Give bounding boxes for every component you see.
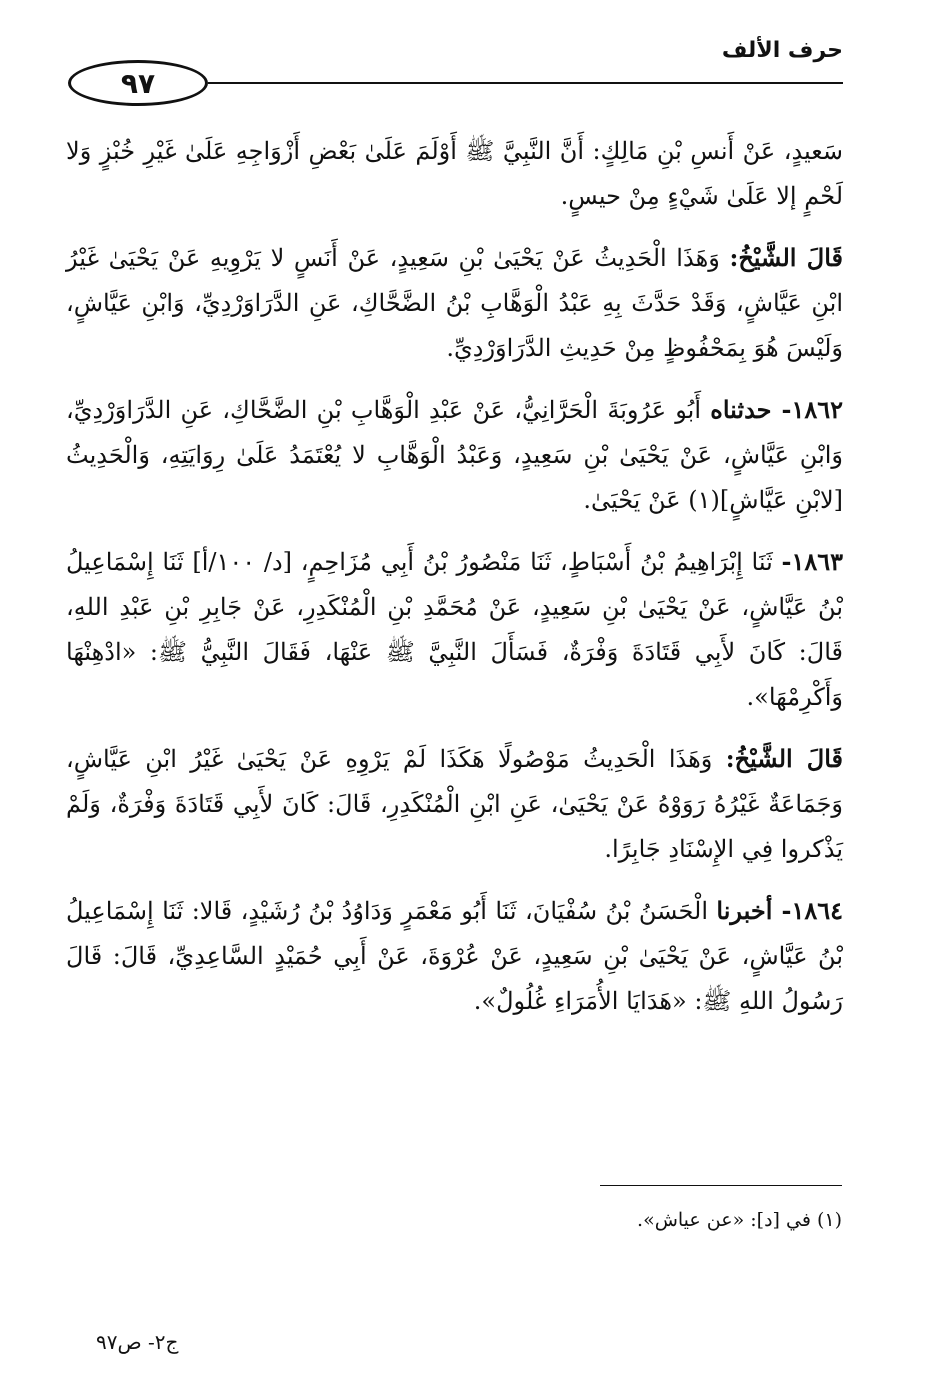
- folio: ج٢- ص٩٧: [96, 1330, 179, 1354]
- paragraph-label: قَالَ الشَّيْخُ:: [725, 744, 844, 773]
- paragraph-text: الْحَسَنُ بْنُ سُفْيَانَ، ثَنَا أَبُو مَعْمَرٍ وَدَاوُدُ بْنُ رُشَيْدٍ، قَالا: ثَنَا إِسْمَاعِيلُ بْنُ عَيَّاشٍ، عَنْ يَحْيَىٰ بْنِ سَعِيدٍ، عَنْ عُرْوَةَ، عَنْ أَبِي حُمَيْدٍ السَّاعِدِيِّ، قَالَ: قَالَ رَسُولُ اللهِ ﷺ: «هَدَايَا الأُمَرَاءِ غُلُولٌ».: [66, 897, 843, 1015]
- header-rule: [208, 82, 843, 84]
- hadith-number: ١٨٦٤- أخبرنا: [716, 896, 844, 925]
- hadith-1862: [66, 387, 843, 523]
- body-text: [66, 128, 843, 1040]
- paragraph-text: ثَنَا إِبْرَاهِيمُ بْنُ أَسْبَاطٍ، ثَنَا مَنْصُورُ بْنُ أَبِي مُزَاحِمٍ، [د/ ١٠٠/أ] ثَنَا إِسْمَاعِيلُ بْنُ عَيَّاشٍ، عَنْ يَحْيَىٰ بْنِ سَعِيدٍ، عَنْ مُحَمَّدِ بْنِ الْمُنْكَدِرِ، عَنْ جَابِرِ بْنِ عَبْدِ اللهِ، قَالَ: كَانَ لأَبِي قَتَادَةَ وَفْرَةٌ، فَسَأَلَ النَّبِيَّ ﷺ عَنْهَا، فَقَالَ النَّبِيُّ ﷺ: «ادْهِنْهَا وَأَكْرِمْهَا».: [66, 548, 843, 711]
- paragraph-text: وَهَذَا الْحَدِيثُ مَوْصُولًا هَكَذَا لَمْ يَرْوِهِ عَنْ يَحْيَىٰ غَيْرُ ابْنِ عَيَّاشٍ، وَجَمَاعَةٌ غَيْرُهُ رَوَوْهُ عَنْ يَحْيَىٰ، عَنِ ابْنِ الْمُنْكَدِرِ، قَالَ: كَانَ لأَبِي قَتَادَةَ وَفْرَةٌ، وَلَمْ يَذْكروا فِي الإِسْنَادِ جَابِرًا.: [66, 745, 843, 863]
- section-title: حرف الألف: [721, 38, 843, 63]
- paragraph-text: أَبُو عَرُوبَةَ الْحَرَّانِيُّ، عَنْ عَبْدِ الْوَهَّابِ بْنِ الضَّحَّاكِ، عَنِ الدَّرَاوَرْدِيِّ، وَابْنِ عَيَّاشٍ، عَنْ يَحْيَىٰ بْنِ سَعِيدٍ، وَعَبْدُ الْوَهَّابِ لا يُعْتَمَدُ عَلَىٰ رِوَايَتِهِ، وَالْحَدِيثُ [لابْنِ عَيَّاشٍ](١) عَنْ يَحْيَىٰ.: [66, 396, 843, 514]
- page-number: ٩٧: [68, 60, 208, 106]
- hadith-number: ١٨٦٢- حدثناه: [710, 395, 843, 424]
- footnote-rule: [600, 1185, 842, 1186]
- paragraph-label: قَالَ الشَّيْخُ:: [729, 243, 844, 272]
- paragraph: [66, 235, 843, 371]
- paragraph-text: سَعيدٍ، عَنْ أَنسِ بْنِ مَالِكٍ: أَنَّ النَّبِيَّ ﷺ أَوْلَمَ عَلَىٰ بَعْضِ أَزْوَاجِهِ عَلَىٰ غَيْرِ خُبْزٍ وَلا لَحْمٍ إلا عَلَىٰ شَيْءٍ مِنْ حيسٍ.: [66, 137, 843, 210]
- footnote: (١) في [د]: «عن عياش».: [637, 1209, 842, 1231]
- hadith-number: ١٨٦٣-: [781, 547, 843, 576]
- paragraph: [66, 128, 843, 219]
- page-header: [68, 38, 843, 100]
- paragraph-text: وَهَذَا الْحَدِيثُ عَنْ يَحْيَىٰ بْنِ سَعِيدٍ، عَنْ أَنَسٍ لا يَرْوِيهِ عَنْ يَحْيَىٰ غَيْرُ ابْنِ عَيَّاشٍ، وَقَدْ حَدَّثَ بِهِ عَبْدُ الْوَهَّابِ بْنُ الضَّحَّاكِ، عَنِ الدَّرَاوَرْدِيِّ، وَابْنِ عَيَّاشٍ، وَلَيْسَ هُوَ بِمَحْفُوظٍ مِنْ حَدِيثِ الدَّرَاوَرْدِيِّ.: [66, 244, 843, 362]
- hadith-1864: [66, 888, 843, 1024]
- paragraph: [66, 736, 843, 872]
- hadith-1863: [66, 539, 843, 720]
